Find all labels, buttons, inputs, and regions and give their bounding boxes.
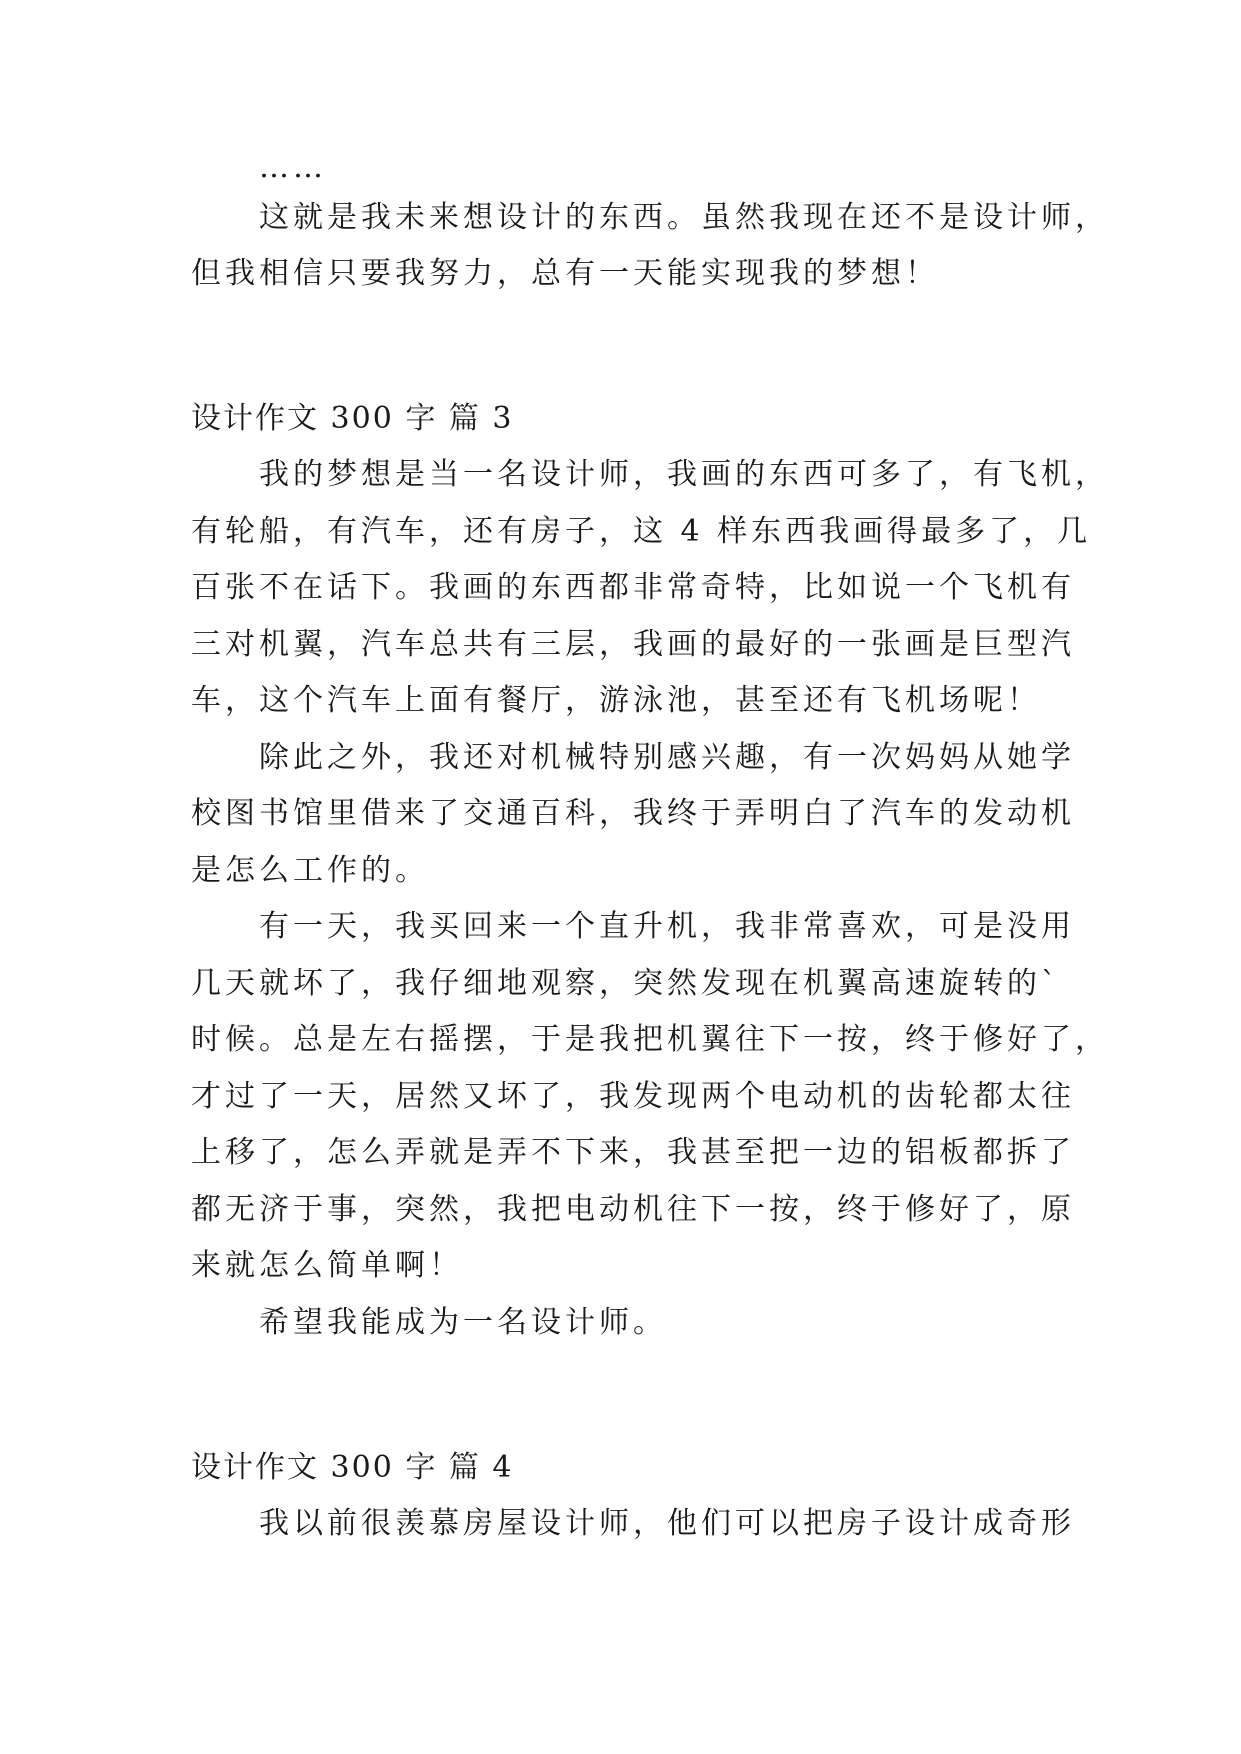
paragraph-line: 才过了一天，居然又坏了，我发现两个电动机的齿轮都太往 [191,1079,1075,1114]
paragraph-line: 时候。总是左右摇摆，于是我把机翼往下一按，终于修好了， [191,1022,1109,1057]
paragraph-line: 都无济于事，突然，我把电动机往下一按，终于修好了，原 [191,1192,1075,1227]
section-heading-3: 设计作文 300 字 篇 3 [191,401,514,436]
paragraph-line: 希望我能成为一名设计师。 [259,1305,667,1340]
paragraph-line: 有轮船，有汽车，还有房子，这 4 样东西我画得最多了，几 [191,514,1092,549]
paragraph-line: 上移了，怎么弄就是弄不下来，我甚至把一边的铝板都拆了 [191,1135,1075,1170]
section-heading-4: 设计作文 300 字 篇 4 [191,1450,514,1485]
paragraph-line: 这就是我未来想设计的东西。虽然我现在还不是设计师， [259,200,1109,235]
paragraph-line: 我以前很羡慕房屋设计师，他们可以把房子设计成奇形 [259,1506,1075,1541]
paragraph-line: 除此之外，我还对机械特别感兴趣，有一次妈妈从她学 [259,740,1075,775]
paragraph-line: 车，这个汽车上面有餐厅，游泳池，甚至还有飞机场呢！ [191,683,1041,718]
paragraph-line: 几天就坏了，我仔细地观察，突然发现在机翼高速旋转的` [191,966,1060,1001]
paragraph-line: 有一天，我买回来一个直升机，我非常喜欢，可是没用 [259,909,1075,944]
paragraph-line: 校图书馆里借来了交通百科，我终于弄明白了汽车的发动机 [191,796,1075,831]
paragraph-line: 但我相信只要我努力，总有一天能实现我的梦想！ [191,256,939,291]
paragraph-line: 百张不在话下。我画的东西都非常奇特，比如说一个飞机有 [191,570,1075,605]
paragraph-line: 我的梦想是当一名设计师，我画的东西可多了，有飞机， [259,457,1109,492]
paragraph-line: 来就怎么简单啊！ [191,1248,463,1283]
paragraph-line: 三对机翼，汽车总共有三层，我画的最好的一张画是巨型汽 [191,627,1075,662]
paragraph-line: 是怎么工作的。 [191,853,429,888]
ellipsis-line: …… [259,150,327,185]
